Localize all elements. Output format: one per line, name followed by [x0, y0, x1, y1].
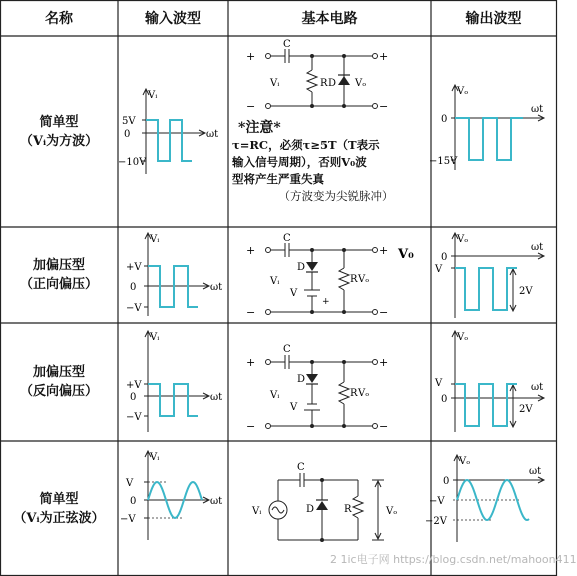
- wt-label: ωt: [531, 382, 544, 393]
- note-title: *注意*: [238, 120, 281, 136]
- plus-label: +: [246, 244, 256, 257]
- row-name-line1: 简单型: [39, 114, 79, 130]
- minus-label: −: [246, 420, 256, 433]
- resistor-label: R: [350, 388, 358, 399]
- output-waveform-forward-bias: [431, 230, 555, 322]
- vr-label: V: [435, 264, 443, 275]
- minus-label: −: [379, 100, 389, 113]
- minus-label: −: [379, 420, 389, 433]
- note-line: （方波变为尖锐脉冲）: [278, 189, 394, 203]
- wt-label: ωt: [206, 129, 219, 140]
- vo-label: Vₒ: [459, 456, 471, 467]
- zero-label: 0: [443, 476, 450, 487]
- wt-label: ωt: [531, 242, 544, 253]
- note-line: τ=RC，必须τ≥5T（T表示: [232, 138, 380, 152]
- circuit-simple-clamper: [240, 38, 420, 118]
- diode-label: D: [297, 374, 306, 385]
- plus5v-label: 5V: [122, 116, 136, 127]
- plus-label: +: [246, 50, 256, 63]
- zero-label: 0: [441, 394, 448, 405]
- vo-label: Vₒ: [457, 332, 469, 343]
- vo-label: Vₒ: [358, 388, 370, 399]
- wt-label: ωt: [210, 392, 223, 403]
- circuit-forward-bias-clamper: [240, 232, 430, 320]
- minus-vp-label: −V: [429, 496, 445, 507]
- row-name-simple-square: [0, 36, 118, 227]
- vi-label: Vᵢ: [150, 332, 160, 343]
- output-waveform-reverse-bias: [431, 328, 555, 438]
- header-basic-circuit: 基本电路: [301, 11, 358, 27]
- v0-big-label: V₀: [398, 247, 414, 262]
- capacitor-label: C: [283, 233, 291, 244]
- note-line: 输入信号周期），否则V₀波: [232, 155, 367, 169]
- vi-label: Vᵢ: [270, 276, 280, 287]
- zero-label: 0: [130, 496, 137, 507]
- plus-label: +: [379, 356, 389, 369]
- zero-label: 0: [130, 392, 137, 403]
- minus15v-label: −15V: [429, 156, 458, 167]
- header-name: 名称: [45, 11, 73, 27]
- twov-label: 2V: [519, 286, 533, 297]
- header-output-waveform: 输出波型: [465, 11, 522, 27]
- twov-label: 2V: [519, 404, 533, 415]
- plus-label: +: [379, 244, 389, 257]
- header-input-waveform: 输入波型: [145, 11, 201, 27]
- vi-label: Vᵢ: [148, 90, 158, 101]
- output-waveform-sine-clamped: [425, 452, 555, 548]
- diode-label: D: [306, 504, 315, 515]
- note-line: 型将产生严重失真: [232, 172, 324, 186]
- row-name-forward-bias: [0, 227, 118, 323]
- capacitor-label: C: [297, 462, 305, 473]
- row-name-line1: 加偏压型: [32, 258, 85, 273]
- minus-2vp-label: −2V: [425, 516, 447, 527]
- diode-label: D: [328, 78, 337, 89]
- row-name-line1: 加偏压型: [32, 365, 85, 380]
- row-name-reverse-bias: [0, 323, 118, 441]
- input-waveform-square-symmetric: [118, 230, 228, 322]
- circuit-reverse-bias-clamper: [240, 340, 420, 436]
- minus-label: −: [379, 306, 389, 319]
- vi-label: Vᵢ: [252, 506, 262, 517]
- row-name-line2: （Vᵢ为正弦波）: [13, 510, 105, 526]
- row-name-line2: （Vᵢ为方波）: [19, 133, 99, 149]
- zero-label: 0: [130, 282, 137, 293]
- wt-label: ωt: [210, 496, 223, 507]
- vo-label: Vₒ: [457, 234, 469, 245]
- vr-label: V: [290, 402, 298, 413]
- wt-label: ωt: [210, 282, 223, 293]
- row-name-simple-sine: [0, 441, 118, 576]
- vi-label: Vᵢ: [150, 452, 160, 463]
- vi-label: Vᵢ: [270, 78, 280, 89]
- input-waveform-square-symmetric: [118, 328, 228, 438]
- row-name-line2: （正向偏压）: [19, 277, 98, 292]
- wt-label: ωt: [531, 104, 544, 115]
- minusv-label: −V: [126, 412, 142, 423]
- vp-label: V: [126, 478, 134, 489]
- minus10v-label: −10V: [118, 157, 147, 168]
- vo-label: Vₒ: [386, 506, 398, 517]
- plus-label: +: [379, 50, 389, 63]
- minus-vp-label: −V: [120, 514, 136, 525]
- plus-label: +: [246, 356, 256, 369]
- capacitor-label: C: [283, 344, 291, 355]
- plusv-label: +V: [126, 380, 142, 391]
- vi-label: Vᵢ: [270, 390, 280, 401]
- vo-label: Vₒ: [358, 274, 370, 285]
- vr-label: V: [435, 378, 443, 389]
- row-name-line2: （反向偏压）: [19, 384, 98, 399]
- watermark: 2 1ic电子网 https://blog.csdn.net/mahoon411: [330, 553, 577, 566]
- vo-label: Vₒ: [457, 86, 469, 97]
- vr-label: V: [290, 288, 298, 299]
- input-waveform-sine: [118, 448, 228, 568]
- resistor-label: R: [320, 78, 328, 89]
- zero-label: 0: [124, 129, 131, 140]
- resistor-label: R: [344, 504, 352, 515]
- minus-label: −: [246, 306, 256, 319]
- plusv-label: +V: [126, 262, 142, 273]
- rc-warning-note: [232, 120, 440, 205]
- vo-label: Vₒ: [355, 78, 367, 89]
- capacitor-label: C: [283, 39, 291, 50]
- minus-label: −: [246, 100, 256, 113]
- input-waveform-square: [118, 86, 228, 186]
- output-waveform-square-clamped: [431, 82, 555, 182]
- zero-label: 0: [441, 114, 448, 125]
- vi-label: Vᵢ: [150, 234, 160, 245]
- zero-label: 0: [441, 252, 448, 263]
- resistor-label: R: [350, 274, 358, 285]
- minusv-label: −V: [126, 303, 142, 314]
- diode-label: D: [297, 262, 306, 273]
- row-name-line1: 简单型: [39, 491, 79, 507]
- plus-label: +: [322, 297, 330, 307]
- wt-label: ωt: [529, 466, 542, 477]
